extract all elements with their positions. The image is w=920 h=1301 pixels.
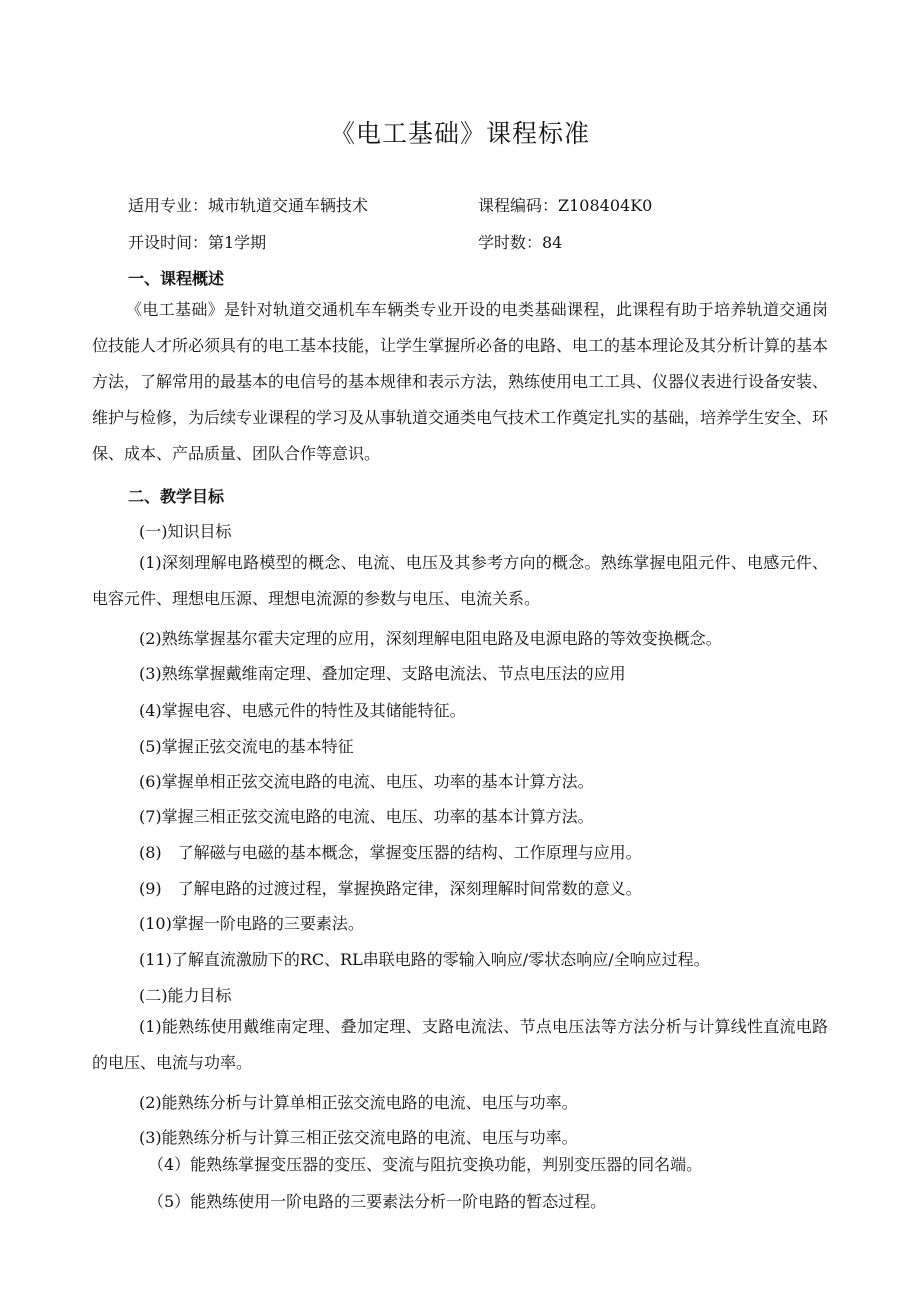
section-heading-overview: 一、课程概述	[128, 269, 225, 288]
knowledge-item: (6)掌握单相正弦交流电路的电流、电压、功率的基本计算方法。	[139, 772, 594, 791]
info-code: 课程编码：Z108404K0	[478, 196, 653, 215]
section-heading-goals: 二、教学目标	[128, 487, 225, 506]
ability-item: (1)能熟练使用戴维南定理、叠加定理、支路电流法、节点电压法等方法分析与计算线性直流电路的电压、电流与功率。	[92, 1017, 828, 1072]
knowledge-item: (5)掌握正弦交流电的基本特征	[139, 737, 354, 756]
knowledge-item: (11)了解直流激励下的RC、RL串联电路的零输入响应/零状态响应/全响应过程。	[139, 950, 710, 969]
info-hours: 学时数：84	[478, 233, 563, 252]
ability-item: (3)能熟练分析与计算三相正弦交流电路的电流、电压与功率。	[139, 1128, 578, 1147]
ability-item: （5）能熟练使用一阶电路的三要素法分析一阶电路的暂态过程。	[148, 1192, 607, 1211]
ability-item: （4）能熟练掌握变压器的变压、变流与阻抗变换功能，判别变压器的同名端。	[148, 1155, 703, 1174]
document-title: 《电工基础》课程标准	[329, 119, 590, 148]
overview-paragraph: 《电工基础》是针对轨道交通机车车辆类专业开设的电类基础课程，此课程有助于培养轨道交通岗位技能人才所必须具有的电工基本技能，让学生掌握所必备的电路、电工的基本理论及其分析计算的基本方法，了解常用的最基本的电信号的基本规律和表示方法，熟练使用电工工具、仪器仪表进行设备安装、维护与检修，为后续专业课程的学习及从事轨道交通类电气技术工作奠定扎实的基础，培养学生安全、环保、成本、产品质量、团队合作等意识。	[92, 300, 829, 463]
knowledge-item: (8) 了解磁与电磁的基本概念，掌握变压器的结构、工作原理与应用。	[139, 843, 642, 862]
subheading-ability: (二)能力目标	[139, 986, 232, 1005]
knowledge-item: (1)深刻理解电路模型的概念、电流、电压及其参考方向的概念。熟练掌握电阻元件、电感元件、电容元件、理想电压源、理想电流源的参数与电压、电流关系。	[92, 553, 828, 608]
subheading-knowledge: (一)知识目标	[139, 522, 232, 541]
knowledge-item: (10)掌握一阶电路的三要素法。	[139, 914, 364, 933]
info-term: 开设时间：第1学期	[128, 233, 267, 252]
knowledge-item: (7)掌握三相正弦交流电路的电流、电压、功率的基本计算方法。	[139, 807, 594, 826]
knowledge-item: (4)掌握电容、电感元件的特性及其储能特征。	[139, 701, 466, 720]
knowledge-item: (2)熟练掌握基尔霍夫定理的应用，深刻理解电阻电路及电源电路的等效变换概念。	[139, 629, 722, 648]
ability-item: (2)能熟练分析与计算单相正弦交流电路的电流、电压与功率。	[139, 1093, 578, 1112]
knowledge-item: (3)熟练掌握戴维南定理、叠加定理、支路电流法、节点电压法的应用	[139, 664, 626, 683]
info-major: 适用专业：城市轨道交通车辆技术	[128, 196, 369, 215]
knowledge-item: (9) 了解电路的过渡过程，掌握换路定律，深刻理解时间常数的意义。	[139, 879, 642, 898]
